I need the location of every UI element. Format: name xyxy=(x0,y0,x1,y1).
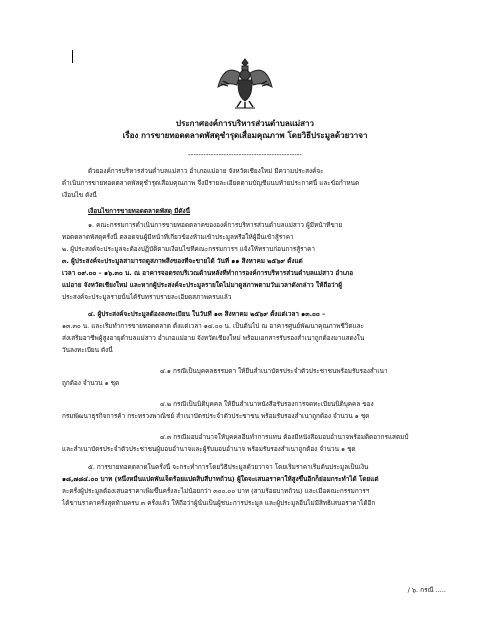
paragraph-line: เงื่อนไข ดังนี้ xyxy=(62,191,97,199)
paragraph-line: ๑๓.๓๐ น. และเริ่มทำการขายทอดตลาด ตั้งแต่เวลา ๑๔.๐๐ น. เป็นต้นไป ณ อาคารศูนย์พัฒนาคุณภาพชีวิตและ xyxy=(62,322,364,330)
paragraph-line: ๔. ผู้ประสงค์จะประมูลต้องลงทะเบียน ในวันที่ ๑๓ สิงหาคม ๒๕๖๙ ตั้งแต่เวลา ๑๓.๐๐ – xyxy=(88,310,326,318)
paragraph-line: ถูกต้อง จำนวน ๑ ชุด xyxy=(62,379,120,387)
paragraph-line: ๑. คณะกรรมการดำเนินการขายทอดตลาดขององค์การบริหารส่วนตำบลแม่สาว ผู้มีหน้าที่ขาย xyxy=(88,221,343,229)
paragraph-line: ส่งเสริมอาชีพผู้สูงอายุตำบลแม่สาว อำเภอแม่อาย จังหวัดเชียงใหม่ พร้อมเอกสารรับรองสำเนาถูกต้องมาแสดงใน xyxy=(62,334,365,342)
paragraph-line: ๕. การขายทอดตลาดในครั้งนี้ จะกระทำการโดยวิธีประมูลด้วยวาจา โดยเริ่มราคาเริ่มต้นประมูลเป็นเงิน xyxy=(88,463,369,471)
paragraph-line: ๓. ผู้ประสงค์จะประมูลสามารถดูสภาพสิ่งของที่จะขายได้ วันที่ ๑๑ สิงหาคม ๒๕๖๙ ตั้งแต่ xyxy=(62,257,303,265)
paragraph-line: ๑๘,๗๘๔.๐๐ บาท (หนึ่งหมื่นแปดพันเจ็ดร้อยแปดสิบสี่บาทถ้วน) ผู้ใดจะเสนอราคาให้สูงขึ้นอีกก็ย่อมกระทำได้ โดยแต่ xyxy=(62,475,379,483)
garuda-emblem-icon xyxy=(215,53,275,113)
text-cursor xyxy=(72,50,73,63)
paragraph-line: ๔.๑ กรณีเป็นบุคคลธรรมดา ให้ยื่นสำเนาบัตรประจำตัวประชาชนพร้อมรับรองสำเนา xyxy=(160,367,388,375)
paragraph-line: วันลงทะเบียน ดังนี้ xyxy=(62,346,113,354)
subject-line: เรื่อง การขายทอดตลาดพัสดุชำรุดเสื่อมคุณภาพ โดยวิธีประมูลด้วยวาจา xyxy=(122,131,368,140)
paragraph-line: กรมพัฒนาธุรกิจการค้า กระทรวงพาณิชย์ สำเนาบัตรประจำตัวประชาชน พร้อมรับรองสำเนาถูกต้อง จำนวน ๑ ชุด xyxy=(62,412,370,420)
separator: --------------------------------------------- xyxy=(188,151,302,159)
paragraph-line: เวลา ๐๙.๐๐ – ๑๖.๓๐ น. ณ อาคารจอดรถบริเวณด้านหลังที่ทำการองค์การบริหารส่วนตำบลแม่สาว อำเภอ xyxy=(62,269,354,277)
paragraph-line: ดำเนินการขายทอดตลาดพัสดุชำรุดเสื่อมคุณภาพ จึงมีรายละเอียดตามบัญชีแนบท้ายประกาศนี้ และข้อกำหนด xyxy=(62,179,360,187)
page-title: ประกาศองค์การบริหารส่วนตำบลแม่สาว xyxy=(175,119,315,128)
paragraph-line: ทอดตลาดพัสดุครั้งนี้ ตลอดจนผู้มีหน้าที่เกี่ยวข้องห้ามเข้าประมูลหรือให้ผู้อื่นเข้าสู้ราคา xyxy=(62,233,294,241)
paragraph-line: ได้ขานราคาครั้งสุดท้ายครบ ๓ ครั้งแล้ว ให้ถือว่าผู้นั้นเป็นผู้ชนะการประมูล และผู้ประมูลอื่นไม่มีสิทธิเสนอราคาได้อีก xyxy=(62,499,376,507)
paragraph-line: ประสงค์จะประมูลรายนั้นได้รับทราบรายละเอียดสภาพครบแล้ว xyxy=(62,293,232,301)
continuation-note: / ๖. กรณี ..... xyxy=(407,586,446,594)
paragraph-line: และสำเนาบัตรประจำตัวประชาชนผู้มอบอำนาจและผู้รับมอบอำนาจ พร้อมรับรองสำเนาถูกต้อง จำนวน ๑ ชุด xyxy=(62,445,356,453)
paragraph-line: ด้วยองค์การบริหารส่วนตำบลแม่สาว อำเภอแม่อาย จังหวัดเชียงใหม่ มีความประสงค์จะ xyxy=(88,167,324,175)
paragraph-line: ๒. ผู้ประสงค์จะประมูลจะต้องปฏิบัติตามเงื่อนไขที่คณะกรรมการฯ แจ้งให้ทราบก่อนการสู้ราคา xyxy=(62,245,316,253)
paragraph-line: ๔.๒ กรณีเป็นนิติบุคคล ให้ยื่นสำเนาหนังสือรับรองการจดทะเบียนนิติบุคคล ของ xyxy=(160,400,374,408)
paragraph-line: ละครั้งผู้ประมูลต้องเสนอราคาเพิ่มขึ้นครั้งละไม่น้อยกว่า ๓๐๐.๐๐ บาท (สามร้อยบาทถ้วน) และเมื่อคณะกรรมการฯ xyxy=(62,487,370,495)
paragraph-line: ๔.๓ กรณีมอบอำนาจให้บุคคลอื่นทำการแทน ต้องมีหนังสือมอบอำนาจพร้อมติดอากรแสตมป์ xyxy=(160,433,409,441)
paragraph-line: แม่อาย จังหวัดเชียงใหม่ และหากผู้ประสงค์จะประมูลรายใดไม่มาดูสภาพตามวันเวลาดังกล่าว ให้ถือว่าผู้ xyxy=(62,281,342,289)
conditions-heading: เงื่อนไขการขายทอดตลาดพัสดุ มีดังนี้ xyxy=(88,207,191,215)
